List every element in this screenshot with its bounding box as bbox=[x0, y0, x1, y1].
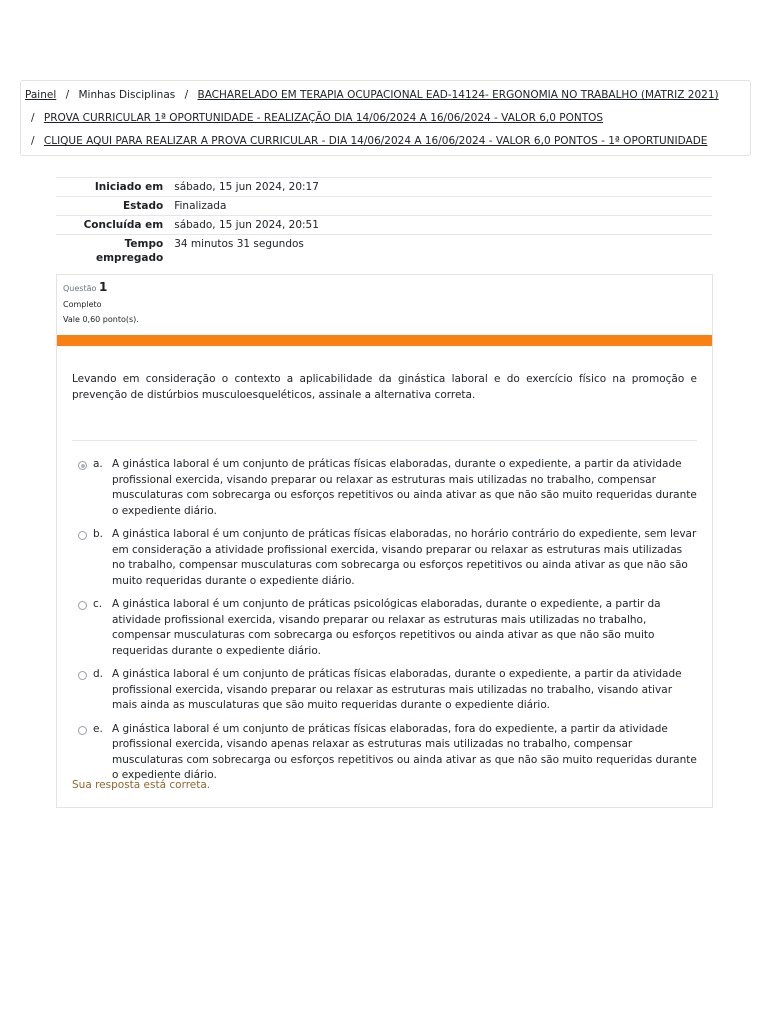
breadcrumb-line-2 bbox=[25, 111, 746, 134]
option-letter: e. bbox=[93, 722, 103, 735]
option-letter: d. bbox=[93, 668, 104, 680]
breadcrumb-separator: / bbox=[31, 112, 35, 124]
breadcrumb-course-link[interactable]: BACHARELADO EM TERAPIA OCUPACIONAL EAD-14124- ERGONOMIA NO TRABALHO (MATRIZ 2021) bbox=[197, 89, 719, 101]
breadcrumb-separator: / bbox=[65, 89, 70, 101]
attempt-summary-table bbox=[56, 177, 712, 267]
answer-options bbox=[72, 457, 697, 784]
breadcrumb-separator: / bbox=[31, 135, 35, 147]
question-number-label: Questão bbox=[63, 284, 97, 293]
option-text: A ginástica laboral é um conjunto de práticas psicológicas elaboradas, durante o expediente, a partir da atividade profissional exercida, visando preparar ou relaxar as estruturas mais utilizadas no trabalho, compensar musculaturas com sobrecarga ou esforços repetitivos ou ainda ativar as que não são muito requeridas durante o expediente diário. bbox=[112, 598, 661, 657]
option-text: A ginástica laboral é um conjunto de práticas físicas elaboradas, durante o expediente, a partir da atividade profissional exercida, visando preparar ou relaxar as estruturas mais utilizadas no trabalho, compensar musculaturas com sobrecarga ou esforços repetitivos ou ainda ativar as que não são muito requeridas durante o expediente diário. bbox=[112, 458, 697, 517]
answer-option-d[interactable] bbox=[72, 667, 697, 714]
question-accent-bar bbox=[57, 335, 712, 346]
breadcrumb-exam-link[interactable]: CLIQUE AQUI PARA REALIZAR A PROVA CURRICULAR - DIA 14/06/2024 A 16/06/2024 - VALOR 6,0 PONTOS - 1ª OPORTUNIDADE bbox=[43, 135, 708, 147]
breadcrumb-line-3 bbox=[25, 134, 746, 157]
radio-checked-icon[interactable] bbox=[78, 461, 87, 470]
option-text: A ginástica laboral é um conjunto de práticas físicas elaboradas, no horário contrário do expediente, sem levar em consideração a atividade profissional exercida, visando preparar ou relaxar as estruturas mais utilizadas no trabalho, compensar musculaturas com sobrecarga ou esforços repetitivos ou ainda ativar as que não são muito requeridas durante o expediente diário. bbox=[112, 528, 697, 587]
answer-option-a[interactable] bbox=[72, 457, 697, 519]
breadcrumb-line-1 bbox=[25, 88, 746, 111]
summary-label: Tempo empregado bbox=[56, 235, 169, 268]
summary-row-state bbox=[56, 197, 712, 216]
radio-icon[interactable] bbox=[78, 531, 87, 540]
radio-icon[interactable] bbox=[78, 726, 87, 735]
radio-icon[interactable] bbox=[78, 671, 87, 680]
answer-option-c[interactable] bbox=[72, 597, 697, 659]
question-number-value: 1 bbox=[98, 280, 108, 294]
question-card bbox=[56, 274, 713, 808]
breadcrumb-separator: / bbox=[184, 89, 189, 101]
option-text: A ginástica laboral é um conjunto de práticas físicas elaboradas, durante o expediente, a partir da atividade profissional exercida, visando preparar ou relaxar as estruturas mais utilizadas no trabalho, visando ativar mais ainda as musculaturas que são muito requeridas durante o expediente diário. bbox=[112, 668, 682, 711]
summary-row-time-taken bbox=[56, 235, 712, 268]
summary-label: Iniciado em bbox=[56, 178, 169, 197]
breadcrumb bbox=[20, 80, 751, 156]
summary-row-started bbox=[56, 178, 712, 197]
question-state: Completo bbox=[63, 300, 102, 309]
summary-row-completed bbox=[56, 216, 712, 235]
breadcrumb-painel-link[interactable]: Painel bbox=[25, 89, 57, 101]
question-content bbox=[57, 346, 712, 784]
option-letter: a. bbox=[93, 458, 103, 470]
radio-icon[interactable] bbox=[78, 601, 87, 610]
summary-label: Concluída em bbox=[56, 216, 169, 235]
summary-value: sábado, 15 jun 2024, 20:51 bbox=[169, 216, 712, 235]
answer-option-e[interactable] bbox=[72, 722, 697, 784]
question-text: Levando em consideração o contexto a aplicabilidade da ginástica laboral e do exercício físico na promoção e prevenção de distúrbios musculoesqueléticos, assinale a alternativa correta. bbox=[72, 373, 697, 401]
question-info bbox=[57, 275, 712, 335]
divider bbox=[72, 440, 697, 441]
answer-feedback: Sua resposta está correta. bbox=[72, 779, 211, 791]
breadcrumb-exam-section-link[interactable]: PROVA CURRICULAR 1ª OPORTUNIDADE - REALIZAÇÃO DIA 14/06/2024 A 16/06/2024 - VALOR 6,0 PONTOS bbox=[43, 112, 604, 124]
summary-value: 34 minutos 31 segundos bbox=[169, 235, 712, 268]
summary-value: Finalizada bbox=[169, 197, 712, 216]
summary-value: sábado, 15 jun 2024, 20:17 bbox=[169, 178, 712, 197]
option-text: A ginástica laboral é um conjunto de práticas físicas elaboradas, fora do expediente, a partir da atividade profissional exercida, visando apenas relaxar as estruturas mais utilizadas no trabalho, compensar musculaturas com sobrecarga ou esforços repetitivos ou ainda ativar as que não são muito requeridas durante o expediente diário. bbox=[112, 722, 697, 781]
answer-option-b[interactable] bbox=[72, 527, 697, 589]
option-letter: b. bbox=[93, 528, 104, 540]
question-grade: Vale 0,60 ponto(s). bbox=[63, 315, 139, 324]
summary-label: Estado bbox=[56, 197, 169, 216]
question-number bbox=[63, 280, 706, 294]
option-letter: c. bbox=[93, 598, 103, 610]
breadcrumb-minhas-disciplinas: Minhas Disciplinas bbox=[78, 89, 176, 101]
